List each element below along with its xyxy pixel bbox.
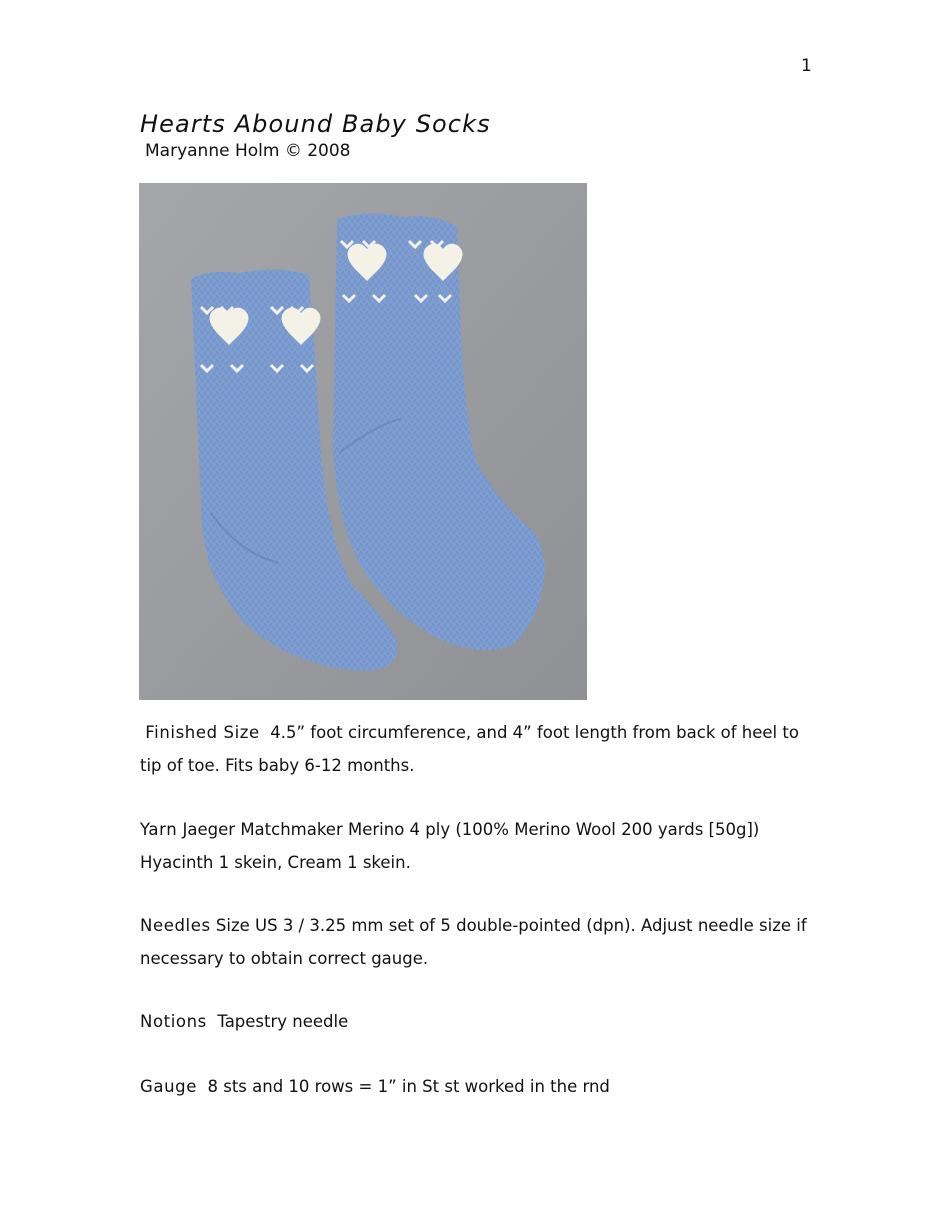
- finished-size-label: Finished Size: [145, 723, 260, 742]
- notions-section: [140, 1005, 820, 1038]
- gauge-label: Gauge: [140, 1077, 197, 1096]
- finished-size-text: 4.5” foot circumference, and 4” foot length from back of heel to tip of toe. Fits baby 6-12 months.: [140, 723, 799, 775]
- yarn-section: [140, 813, 820, 879]
- yarn-text: Jaeger Matchmaker Merino 4 ply (100% Merino Wool 200 yards [50g]) Hyacinth 1 skein, Cream 1 skein.: [140, 820, 760, 872]
- needles-label: Needles: [140, 916, 211, 935]
- needles-text: Size US 3 / 3.25 mm set of 5 double-pointed (dpn). Adjust needle size if necessary to obtain correct gauge.: [140, 916, 807, 968]
- author-byline: Maryanne Holm © 2008: [145, 141, 351, 161]
- notions-label: Notions: [140, 1012, 207, 1031]
- socks-photo: [139, 183, 587, 700]
- needles-section: [140, 909, 820, 975]
- finished-size-section: [140, 716, 820, 782]
- yarn-label: Yarn: [140, 820, 178, 839]
- gauge-text: 8 sts and 10 rows = 1” in St st worked in the rnd: [207, 1077, 610, 1096]
- gauge-section: [140, 1070, 820, 1103]
- page-number: 1: [801, 56, 812, 76]
- notions-text: Tapestry needle: [217, 1012, 349, 1031]
- pattern-title: Hearts Abound Baby Socks: [140, 110, 491, 138]
